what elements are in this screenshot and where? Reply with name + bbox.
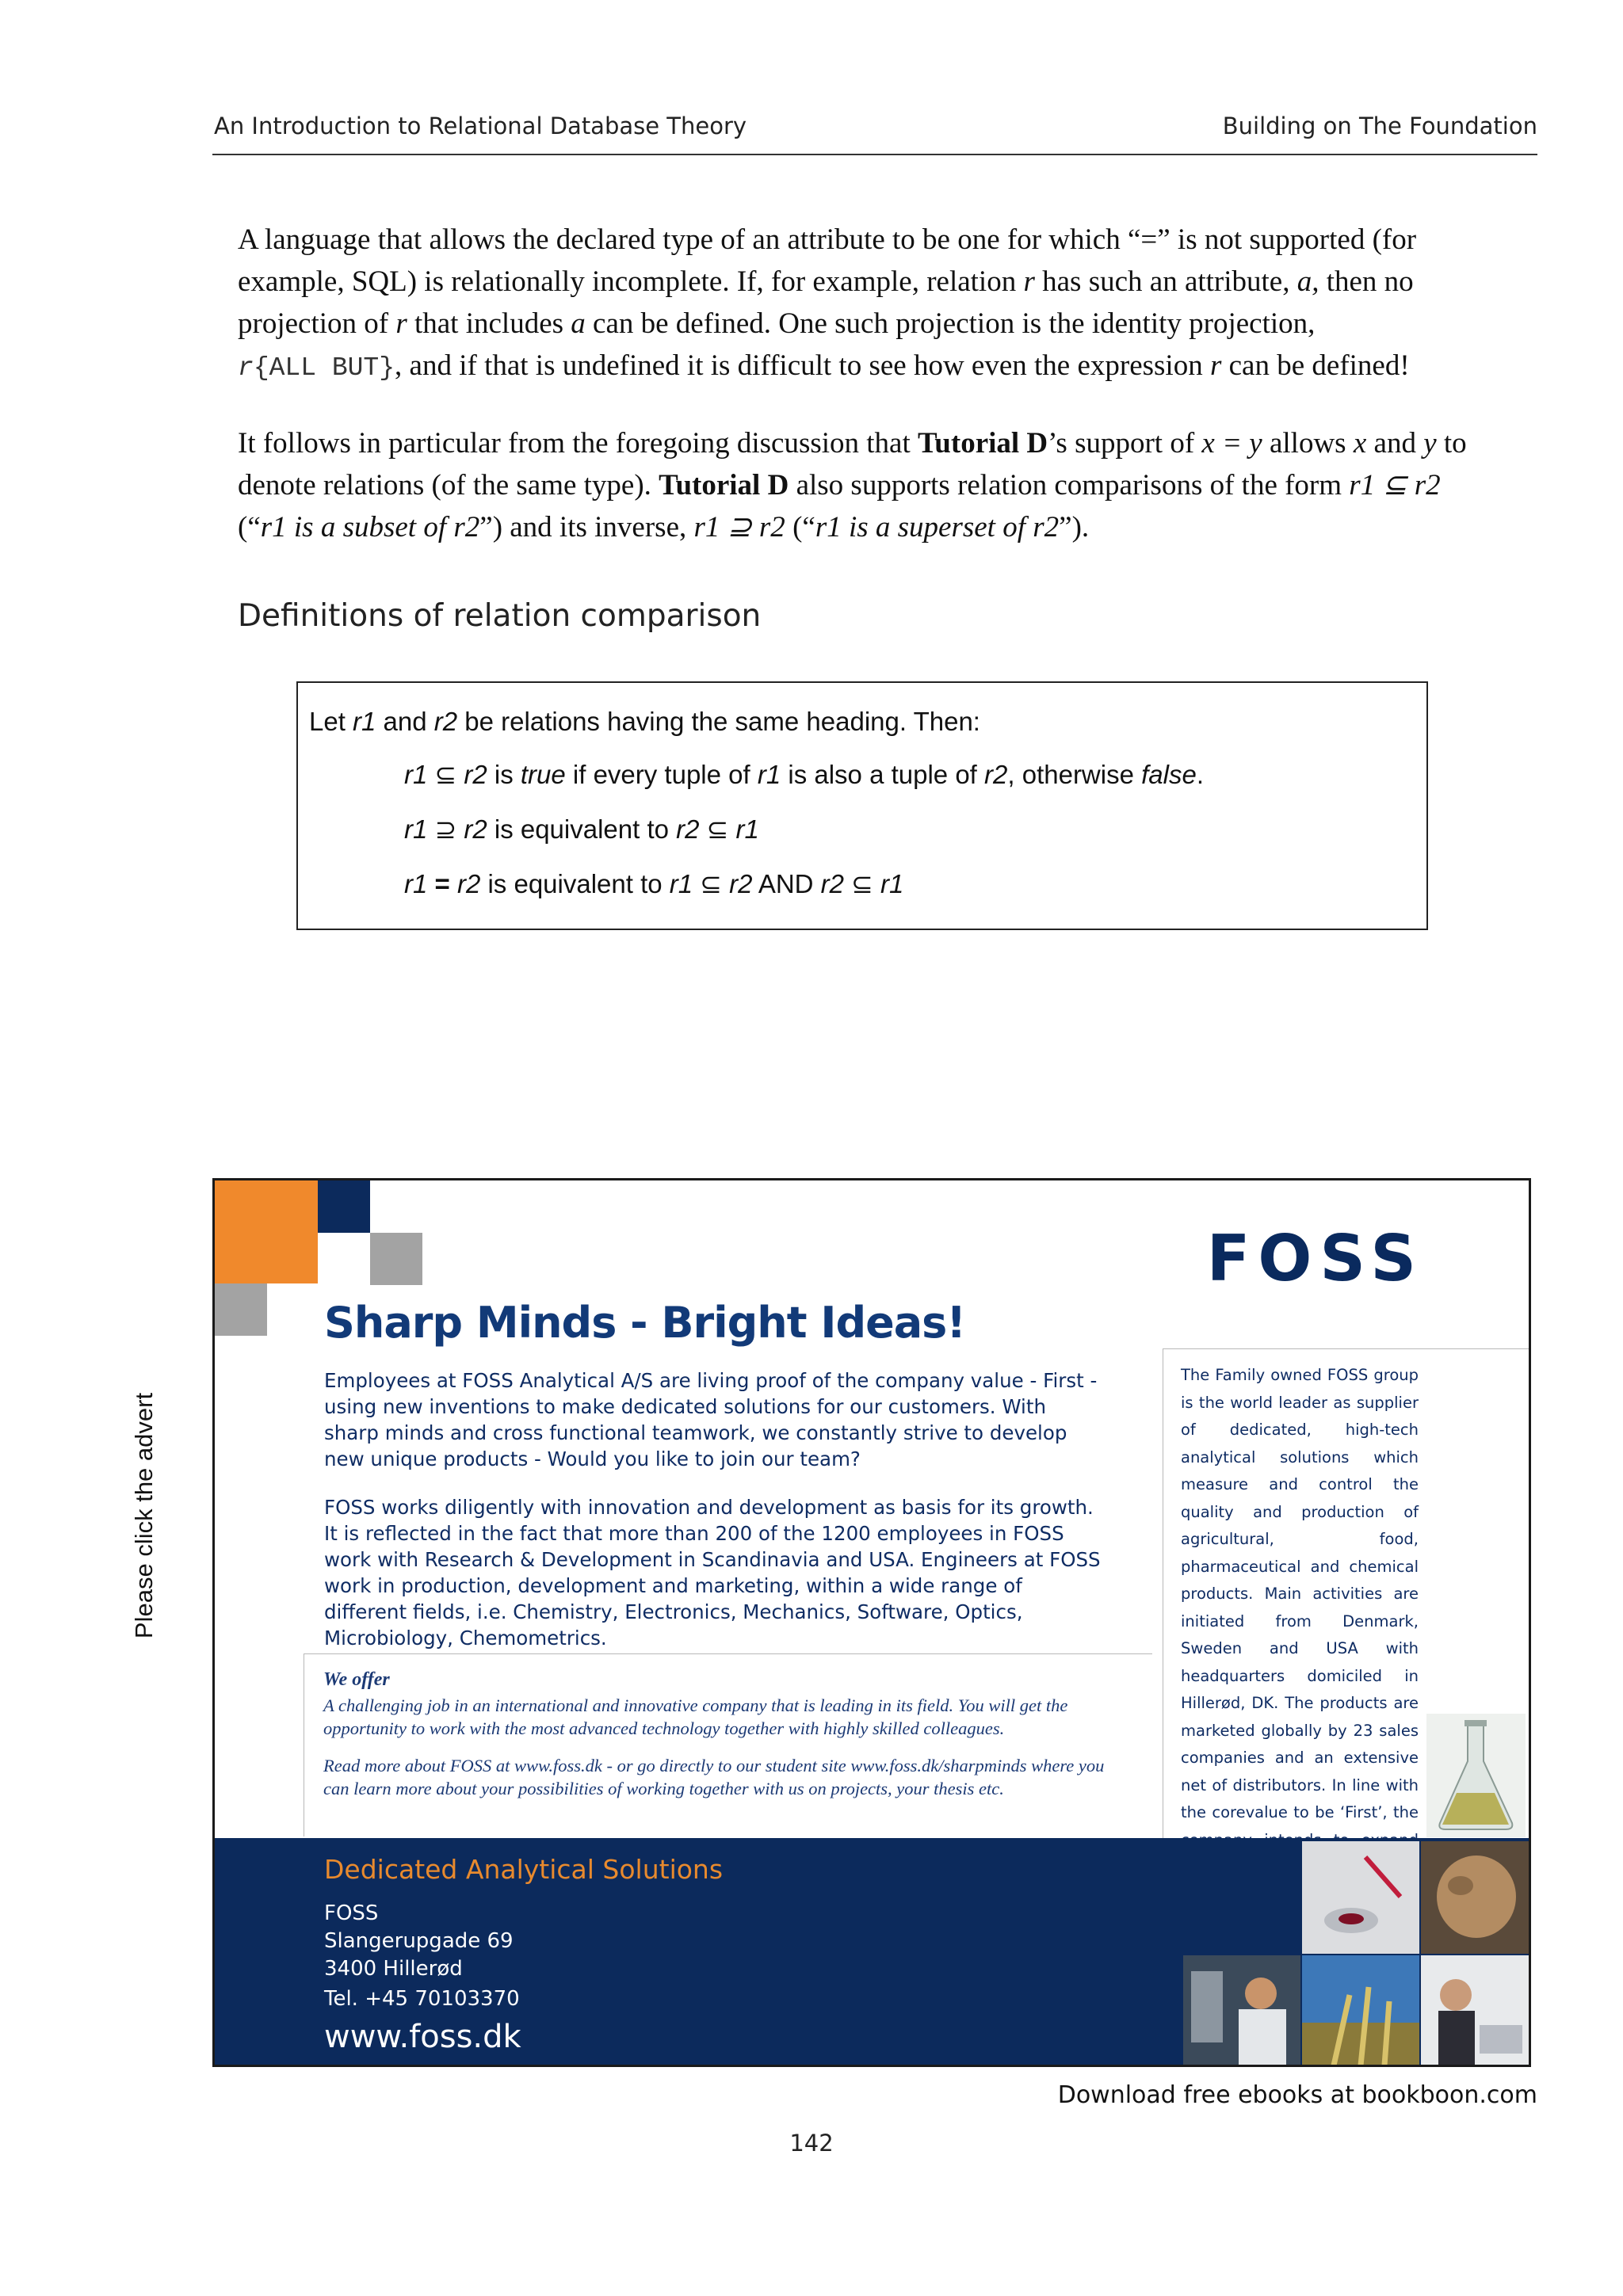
download-link[interactable]: Download free ebooks at bookboon.com bbox=[1057, 2081, 1537, 2109]
running-header-chapter: Building on The Foundation bbox=[1222, 113, 1537, 139]
click-advert-label: Please click the advert bbox=[130, 1392, 158, 1639]
section-heading: Definitions of relation comparison bbox=[238, 598, 762, 634]
pipette-photo bbox=[1302, 1841, 1419, 1954]
advert-title: Sharp Minds - Bright Ideas! bbox=[324, 1298, 965, 1348]
address-line: Slangerupgade 69 bbox=[324, 1929, 514, 1953]
code-identity-projection: r{ALL BUT} bbox=[238, 353, 395, 383]
foss-advert[interactable] bbox=[212, 1178, 1531, 2067]
address-line: 3400 Hillerød bbox=[324, 1957, 463, 1981]
gray-square bbox=[370, 1233, 422, 1285]
page-number: 142 bbox=[789, 2130, 834, 2157]
definition-box bbox=[296, 681, 1428, 930]
orange-square bbox=[215, 1180, 318, 1283]
paragraph-relational-incompleteness: A language that allows the declared type of an attribute to be one for which “=” is not supported (for example, SQL) is relationally incomplete. If, for example, relation r has such an attribute, a, then no projection of r that includes a can be defined. One such projection is the identity projection, r{ALL BUT}, and if that is undefined it is difficult to see how even the expression r can be defined! bbox=[238, 223, 1417, 383]
animal-photo bbox=[1421, 1841, 1529, 1954]
address-phone: Tel. +45 70103370 bbox=[324, 1987, 520, 2011]
offer-box bbox=[304, 1653, 1152, 1836]
wheat-photo bbox=[1302, 1955, 1419, 2065]
advert-tagline: Dedicated Analytical Solutions bbox=[324, 1854, 724, 1885]
advert-footer bbox=[215, 1838, 1529, 2067]
gray-square-small bbox=[215, 1283, 267, 1336]
company-info-text: The Family owned FOSS group is the world leader as supplier of dedicated, high-tech analytical solutions which measure and control the quality and production of agricultural, food, pharmaceutical and chemical products. Main activities are initiated from Denmark, Sweden and USA with headquarters domiciled in Hillerød, DK. The products are marketed globally by 23 sales companies and an extensive net of distributors. In line with the corevalue to be ‘First’, the bbox=[1181, 1366, 1419, 1821]
definition-intro: Let r1 and r2 be relations having the same heading. Then: bbox=[309, 707, 980, 736]
running-header-title: An Introduction to Relational Database Theory bbox=[214, 113, 747, 139]
header-rule bbox=[212, 154, 1537, 155]
definition-subset: r1 ⊆ r2 is true if every tuple of r1 is also a tuple of r2, otherwise false. bbox=[404, 760, 1205, 789]
person-laptop-photo bbox=[1421, 1955, 1529, 2065]
offer-heading: We offer bbox=[323, 1669, 390, 1690]
definition-equality: r1 = r2 is equivalent to r1 ⊆ r2 AND r2 ⊆ r1 bbox=[404, 869, 904, 898]
address-line: FOSS bbox=[324, 1901, 379, 1925]
company-info-box bbox=[1163, 1348, 1529, 1839]
paragraph-relation-comparisons: It follows in particular from the foregoing discussion that Tutorial D’s support of x = y allows x and y to denote relations (of the same type). Tutorial D also supports relation comparisons of the form r1 ⊆ r2 (“r1 is a subset of r2”) and its inverse, r1 ⊇ r2 (“r1 is a superset of r2”). bbox=[238, 427, 1467, 543]
definition-superset: r1 ⊇ r2 is equivalent to r2 ⊆ r1 bbox=[404, 814, 759, 844]
advert-paragraph-2: FOSS works diligently with innovation and development as basis for its growth. It is reflected in the fact that more than 200 of the 1200 employees in FOSS work with Research & Development in Scandinavia and USA. Engineers at FOSS work in production, development and marketing, within a wide range of different fields, i.e. Chemistry, Electronics, Mechanics, Software, Optics, Microbiology, Chemometrics. bbox=[324, 1496, 1101, 1650]
flask-image bbox=[1426, 1714, 1526, 1837]
advert-url-link[interactable]: www.foss.dk bbox=[324, 2019, 521, 2055]
advert-paragraph-1: Employees at FOSS Analytical A/S are living proof of the company value - First - using new inventions to make dedicated solutions for our customers. With sharp minds and cross functional teamwork, we constantly strive to develop new unique products - Would you like to join our team? bbox=[324, 1369, 1098, 1470]
offer-paragraph-1: A challenging job in an international and innovative company that is leading in its field. You will get the opportunity to work with the most advanced technology together with highly skilled colleagues. bbox=[323, 1695, 1068, 1738]
lab-worker-photo bbox=[1183, 1955, 1300, 2065]
navy-square bbox=[318, 1180, 370, 1233]
offer-paragraph-2: Read more about FOSS at www.foss.dk - or go directly to our student site www.foss.dk/sharpminds where you can learn more about your possibilities of working together with us on projects, your thesis etc. bbox=[323, 1756, 1105, 1798]
foss-logo: FOSS bbox=[1206, 1222, 1424, 1295]
